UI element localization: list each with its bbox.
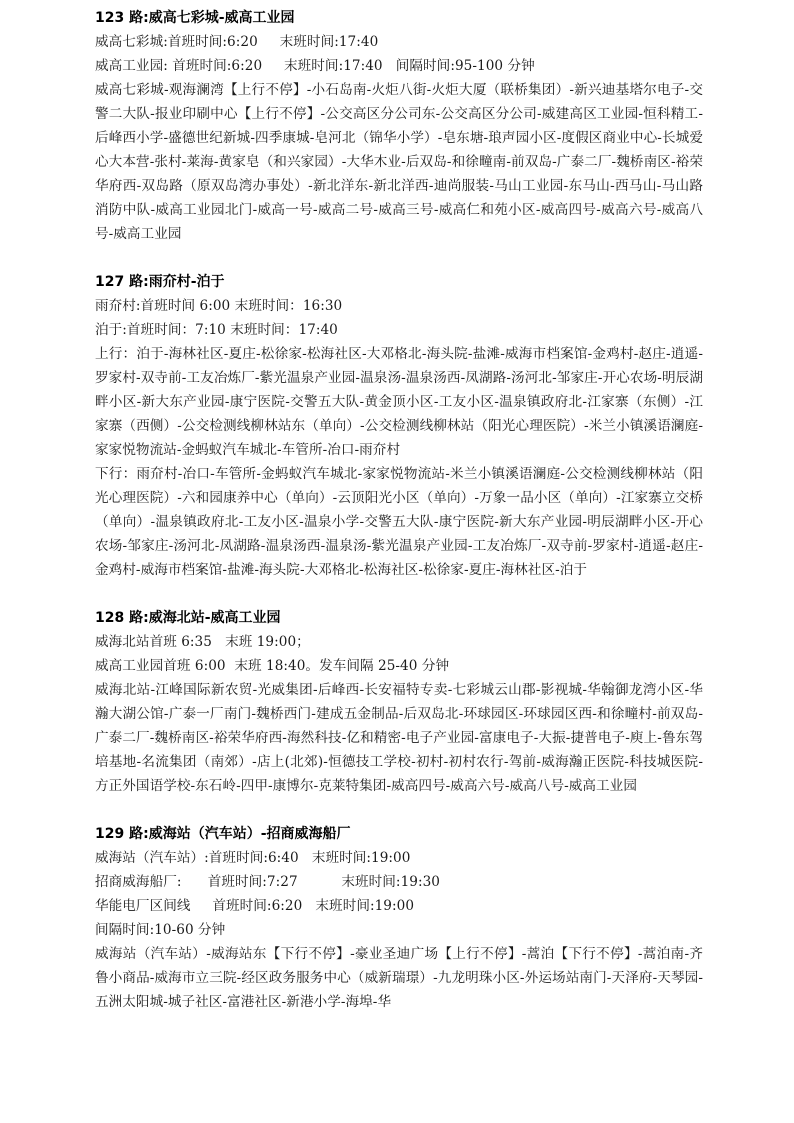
stops-list: 威高七彩城-观海澜湾【上行不停】-小石岛南-火炬八街-火炬大厦（联桥集团）-新兴迪基塔尔电子-交警二大队-报业印刷中心【上行不停】-公交高区分公司东-公交高区分公司-威建高区工业园-恒科精工-后峰西小学-盛德世纪新城-四季康城-皂河北（锦华小学）-皂东塘-琅声园小区-度假区商业中心-长城爱心大本营-张村-莱海-黄家皂（和兴家园）-大华木业-后双岛-和徐疃南-前双岛-广泰二厂-魏桥南区-裕荣华府西-双岛路（原双岛湾办事处）-新北洋东-新北洋西-迪尚服装-马山工业园-东马山-西马山-马山路消防中队-威高工业园北门-威高一号-威高二号-威高三号-威高仁和苑小区-威高四号-威高六号-威高八号-威高工业园 (95, 82, 703, 242)
route-title: 127 路:雨夼村-泊于 (95, 274, 225, 290)
schedule-line: 华能电厂区间线 首班时间:6:20 末班时间:19:00 (95, 898, 415, 914)
route-129-section (95, 822, 703, 1014)
schedule-line: 威海北站首班 6:35 末班 19:00； (95, 634, 310, 650)
schedule-line: 威海站（汽车站）:首班时间:6:40 末班时间:19:00 (95, 850, 411, 866)
schedule-line: 招商威海船厂: 首班时间:7:27 末班时间:19:30 (95, 874, 440, 890)
route-title: 128 路:威海北站-威高工业园 (95, 610, 281, 626)
schedule-line: 泊于:首班时间：7:10 末班时间：17:40 (95, 322, 338, 338)
stops-list: 威海北站-江峰国际新农贸-光威集团-后峰西-长安福特专卖-七彩城云山郡-影视城-华翰御龙湾小区-华瀚大湖公馆-广泰一厂南门-魏桥西门-建成五金制品-后双岛北-环球园区-环球园区西-和徐疃村-前双岛-广泰二厂-魏桥南区-裕荣华府西-海然科技-亿和精密-电子产业园-富康电子-大振-捷普电子-庾上-鲁东驾培基地-名流集团（南郊）-店上(北郊)-恒德技工学校-初村-初村农行-驾前-威海瀚正医院-科技城医院-方正外国语学校-东石岭-四甲-康博尔-克莱特集团-威高四号-威高六号-威高八号-威高工业园 (95, 682, 703, 794)
route-123-section (95, 6, 703, 246)
stops-list: 威海站（汽车站）-威海站东【下行不停】-豪业圣迪广场【上行不停】-蒿泊【下行不停】-蒿泊南-齐鲁小商品-威海市立三院-经区政务服务中心（威新瑞璟）-九龙明珠小区-外运场站南门-天泽府-天琴园-五洲太阳城-城子社区-富港社区-新港小学-海埠-华 (95, 946, 703, 1010)
interval-line: 间隔时间:10-60 分钟 (95, 922, 226, 938)
stops-list-up: 上行：泊于-海林社区-夏庄-松徐家-松海社区-大邓格北-海头院-盐滩-威海市档案馆-金鸡村-赵庄-逍遥-罗家村-双寺前-工友冶炼厂-紫光温泉产业园-温泉汤-温泉汤西-凤湖路-汤河北-邹家庄-开心农场-明辰湖畔小区-新大东产业园-康宁医院-交警五大队-黄金顶小区-工友小区-温泉镇政府北-江家寨（东侧）-江家寨（西侧）-公交检测线柳林站东（单向）-公交检测线柳林站（阳光心理医院）-米兰小镇溪语澜庭-家家悦物流站-金蚂蚁汽车城北-车管所-冶口-雨夼村 (95, 346, 703, 458)
stops-list-down: 下行：雨夼村-冶口-车管所-金蚂蚁汽车城北-家家悦物流站-米兰小镇溪语澜庭-公交检测线柳林站（阳光心理医院）-六和园康养中心（单向）-云顶阳光小区（单向）-万象一品小区（单向）-江家寨立交桥（单向）-温泉镇政府北-工友小区-温泉小学-交警五大队-康宁医院-新大东产业园-明辰湖畔小区-开心农场-邹家庄-汤河北-凤湖路-温泉汤西-温泉汤-紫光温泉产业园-工友冶炼厂-双寺前-罗家村-逍遥-赵庄-金鸡村-威海市档案馆-盐滩-海头院-大邓格北-松海社区-松徐家-夏庄-海林社区-泊于 (95, 466, 703, 578)
route-title: 123 路:威高七彩城-威高工业园 (95, 10, 295, 26)
schedule-line: 威高工业园首班 6:00 末班 18:40。发车间隔 25-40 分钟 (95, 658, 450, 674)
route-127-section (95, 270, 703, 582)
route-title: 129 路:威海站（汽车站）-招商威海船厂 (95, 826, 351, 842)
schedule-line: 威高工业园: 首班时间:6:20 末班时间:17:40 间隔时间:95-100 分钟 (95, 58, 535, 74)
schedule-line: 雨夼村:首班时间 6:00 末班时间：16:30 (95, 298, 343, 314)
schedule-line: 威高七彩城:首班时间:6:20 末班时间:17:40 (95, 34, 379, 50)
document-content (95, 6, 703, 1038)
route-128-section (95, 606, 703, 798)
